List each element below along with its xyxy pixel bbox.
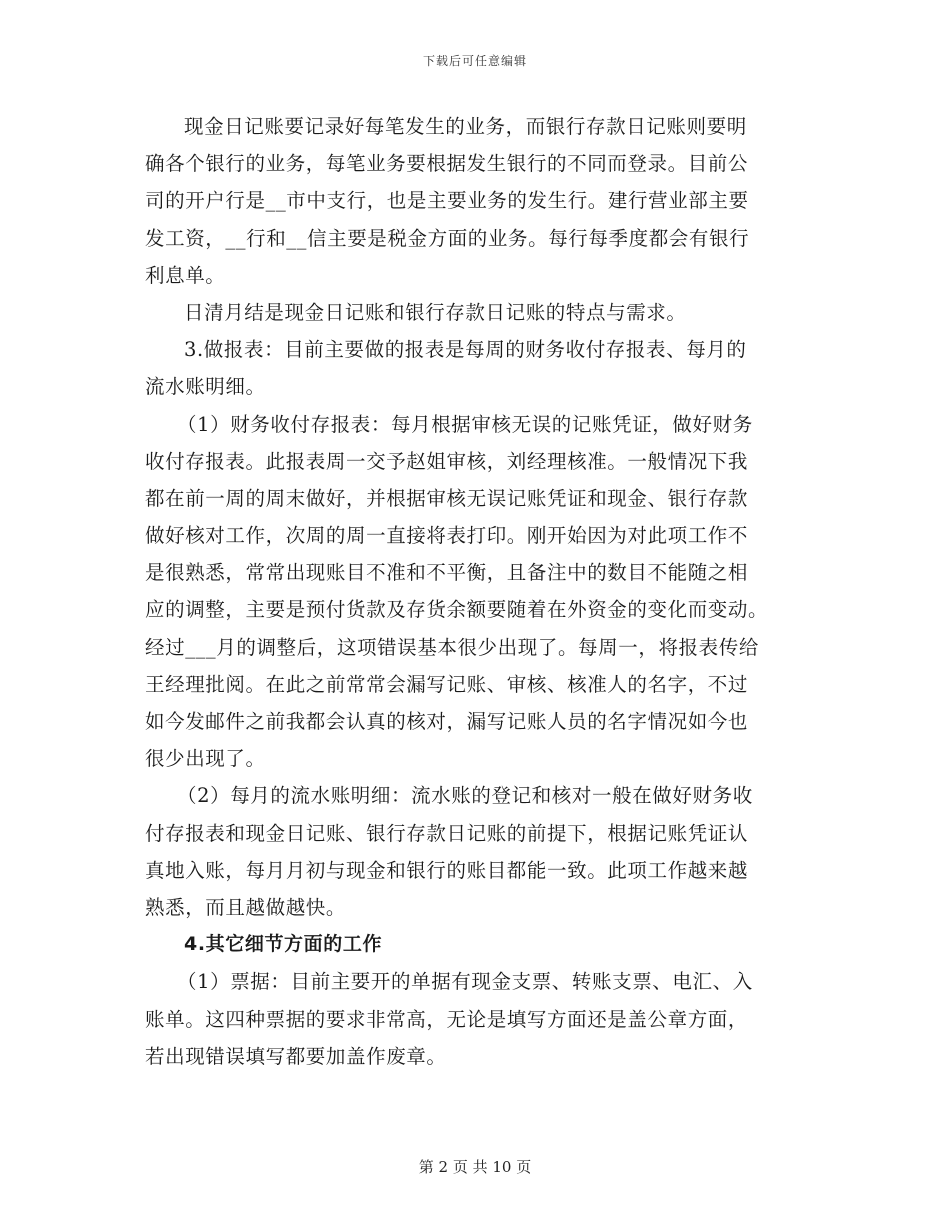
paragraph-line: 经过___月的调整后，这项错误基本很少出现了。每周一，将报表传给 [145,635,759,659]
paragraph-line: 3.做报表：目前主要做的报表是每周的财务收付存报表、每月的 [184,338,747,362]
paragraph-line: （1）财务收付存报表：每月根据审核无误的记账凭证，做好财务 [177,412,753,436]
page-header: 下载后可任意编辑 [422,54,527,68]
paragraph-line: 王经理批阅。在此之前常常会漏写记账、审核、核准人的名字，不过 [145,672,749,696]
paragraph-line: 现金日记账要记录好每笔发生的业务，而银行存款日记账则要明 [184,115,747,138]
paragraph-line: 应的调整，主要是预付货款及存货余额要随着在外资金的变化而变动。 [145,598,769,622]
paragraph-line: 如今发邮件之前我都会认真的核对，漏写记账人员的名字情况如今也 [145,710,749,733]
section-heading: 4.其它细节方面的工作 [184,933,383,956]
paragraph-line: 是很熟悉，常常出现账目不准和不平衡，且备注中的数目不能随之相 [145,561,749,585]
paragraph-line: 发工资，__行和__信主要是税金方面的业务。每行每季度都会有银行 [145,226,750,250]
paragraph-line: 利息单。 [145,263,226,287]
paragraph-line: 日清月结是现金日记账和银行存款日记账的特点与需求。 [184,300,687,324]
paragraph-line: 做好核对工作，次周的周一直接将表打印。刚开始因为对此项工作不 [145,524,749,548]
paragraph-line: 付存报表和现金日记账、银行存款日记账的前提下，根据记账凭证认 [145,821,749,845]
paragraph-line: （1）票据：目前主要开的单据有现金支票、转账支票、电汇、入 [177,970,753,994]
paragraph-line: 真地入账，每月月初与现金和银行的账目都能一致。此项工作越来越 [145,858,749,882]
paragraph-line: 账单。这四种票据的要求非常高，无论是填写方面还是盖公章方面， [145,1007,749,1031]
paragraph-line: 司的开户行是__市中支行，也是主要业务的发生行。建行营业部主要 [145,189,749,213]
paragraph-line: 熟悉，而且越做越快。 [145,895,347,919]
page-number: 第 2 页 共 10 页 [418,1158,532,1176]
document-body [145,108,810,1075]
paragraph-line: 若出现错误填写都要加盖作废章。 [145,1044,447,1068]
paragraph-line: 收付存报表。此报表周一交予赵姐审核，刘经理核准。一般情况下我 [145,449,749,473]
paragraph-line: 流水账明细。 [145,375,266,399]
paragraph-line: 都在前一周的周末做好，并根据审核无误记账凭证和现金、银行存款 [145,486,749,510]
paragraph-line: 确各个银行的业务，每笔业务要根据发生银行的不同而登录。目前公 [145,152,749,176]
paragraph-line: （2）每月的流水账明细：流水账的登记和核对一般在做好财务收 [177,784,753,808]
paragraph-line: 很少出现了。 [145,747,266,771]
